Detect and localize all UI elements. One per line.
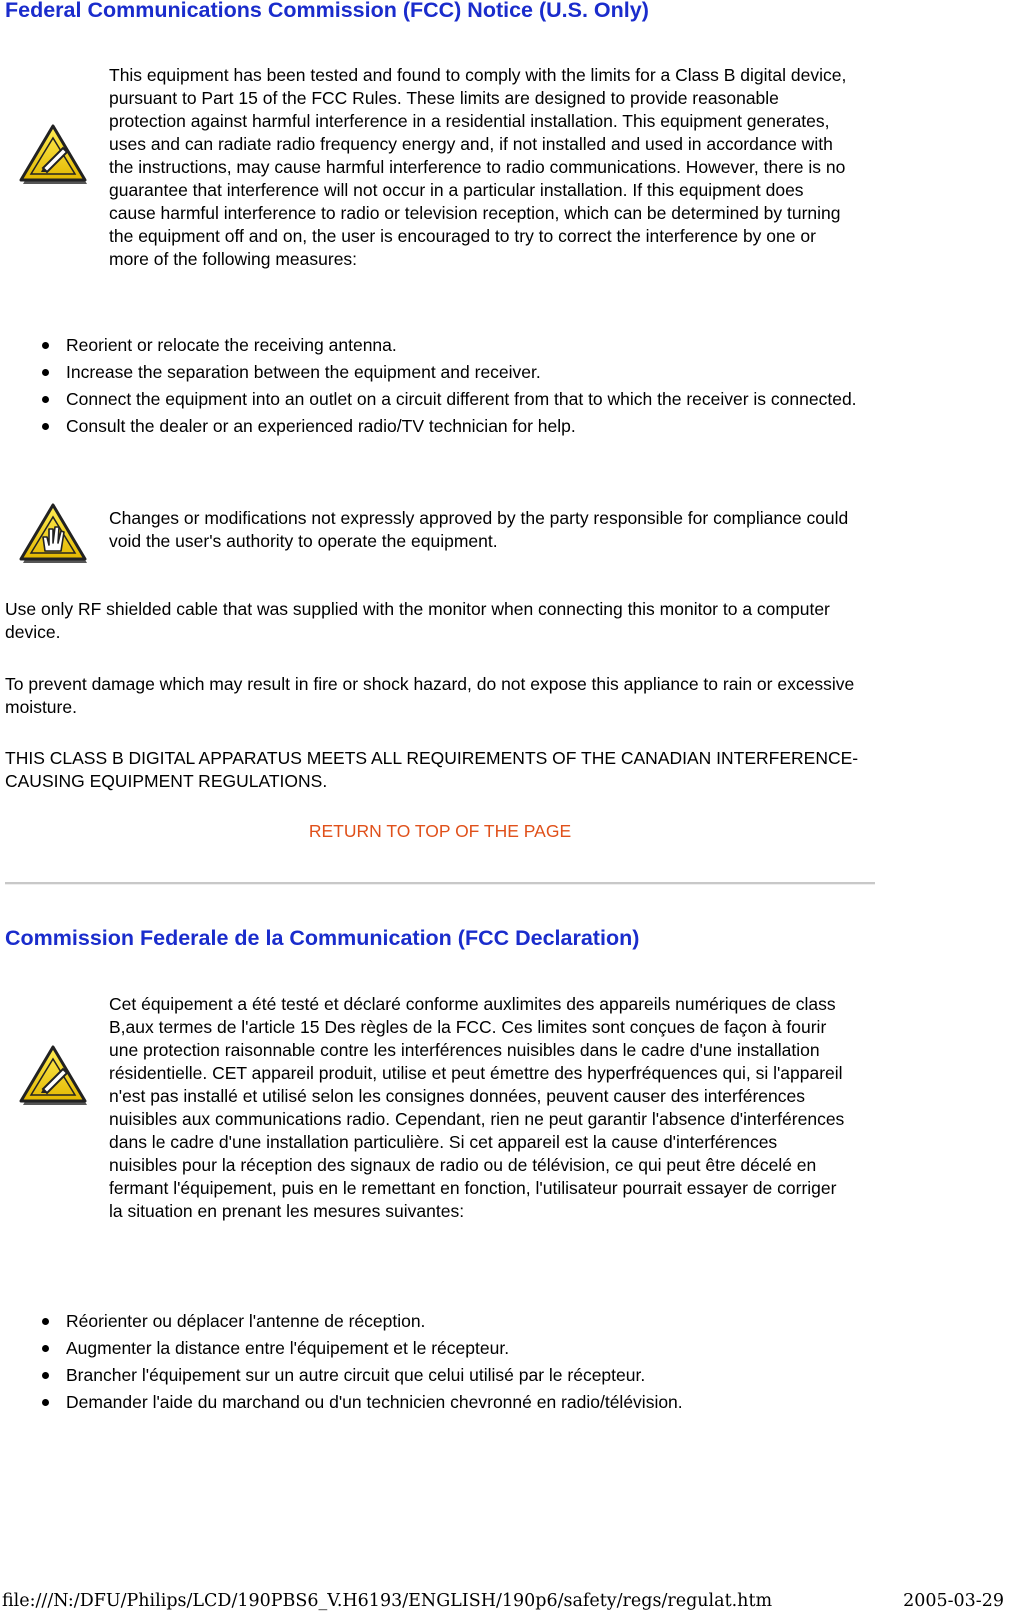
return-to-top-link[interactable]: RETURN TO TOP OF THE PAGE — [308, 821, 572, 841]
list-item: Demander l'aide du marchand ou d'un technicien chevronné en radio/télévision. — [0, 1390, 900, 1414]
footer-date: 2005-03-29 — [903, 1591, 1004, 1611]
list-item: Réorienter ou déplacer l'antenne de réception. — [0, 1309, 900, 1333]
fcc-measures-list — [0, 333, 900, 441]
list-item: Increase the separation between the equipment and receiver. — [0, 360, 900, 384]
fcc-warning-block — [8, 507, 888, 571]
list-item: Connect the equipment into an outlet on a circuit different from that to which the receiver is connected. — [0, 387, 900, 411]
list-item: Consult the dealer or an experienced radio/TV technician for help. — [0, 414, 900, 438]
warning-hand-icon — [13, 501, 93, 565]
fcc-notice-block — [8, 64, 888, 294]
fcc-notice-text: This equipment has been tested and found to comply with the limits for a Class B digital device, pursuant to Part 15 of the FCC Rules. These limits are designed to provide reasonable protection against harmful interference in a residential installation. This equipment generates, uses and can radiate radio frequency energy and, if not installed and used in accordance with the instructions, may cause harmful interference to radio communications. However, there is no guarantee that interference will not occur in a particular installation. If this equipment does cause harmful interference to radio or television reception, which can be determined by turning the equipment off and on, the user is encouraged to try to correct the interference by one or more of the following measures: — [109, 65, 847, 269]
fcc-declaration-title: Commission Federale de la Communication (FCC Declaration) — [5, 926, 640, 950]
rf-cable-paragraph: Use only RF shielded cable that was supplied with the monitor when connecting this monitor to a computer device. — [5, 599, 830, 642]
fcc-warning-text: Changes or modifications not expressly approved by the party responsible for compliance could void the user's authority to operate the equipment. — [109, 508, 849, 551]
list-item: Brancher l'équipement sur un autre circuit que celui utilisé par le récepteur. — [0, 1363, 900, 1387]
fcc-mesures-list — [0, 1309, 900, 1417]
moisture-paragraph: To prevent damage which may result in fire or shock hazard, do not expose this appliance to rain or excessive moisture. — [5, 674, 855, 717]
note-icon — [13, 122, 93, 186]
list-item: Reorient or relocate the receiving antenna. — [0, 333, 900, 357]
fcc-notice-title: Federal Communications Commission (FCC) Notice (U.S. Only) — [5, 0, 649, 22]
note-icon — [13, 1043, 93, 1107]
fcc-declaration-block — [8, 993, 888, 1268]
footer-file-path: file:///N:/DFU/Philips/LCD/190PBS6_V.H6193/ENGLISH/190p6/safety/regs/regulat.htm — [2, 1591, 773, 1611]
canadian-paragraph: THIS CLASS B DIGITAL APPARATUS MEETS ALL REQUIREMENTS OF THE CANADIAN INTERFERENCE-CAUSING EQUIPMENT REGULATIONS. — [5, 748, 859, 791]
section-divider — [5, 882, 875, 885]
print-footer — [0, 1589, 1012, 1617]
fcc-declaration-text: Cet équipement a été testé et déclaré conforme auxlimites des appareils numériques de class B,aux termes de l'article 15 Des règles de la FCC. Ces limites sont conçues de façon à fourir une protection raisonnable contre les interférences nuisibles dans le cadre d'une installation résidentielle. CET appareil produit, utilise et peut émettre des hyperfréquences qui, si l'appareil n'est pas installé et utilisé selon les consignes données, peuvent causer des interférences nuisibles aux communications radio. Cependant, rien ne peut garantir l'absence d'interférences dans le cadre d'une installation particulière. Si cet appareil est la cause d'interférences nuisibles pour la réception des signaux de radio ou de télévision, ce qui peut être décelé en fermant l'équipement, puis en le remettant en fonction, l'utilisateur pourrait essayer de corriger la situation en prenant les mesures suivantes: — [109, 994, 845, 1221]
list-item: Augmenter la distance entre l'équipement et le récepteur. — [0, 1336, 900, 1360]
